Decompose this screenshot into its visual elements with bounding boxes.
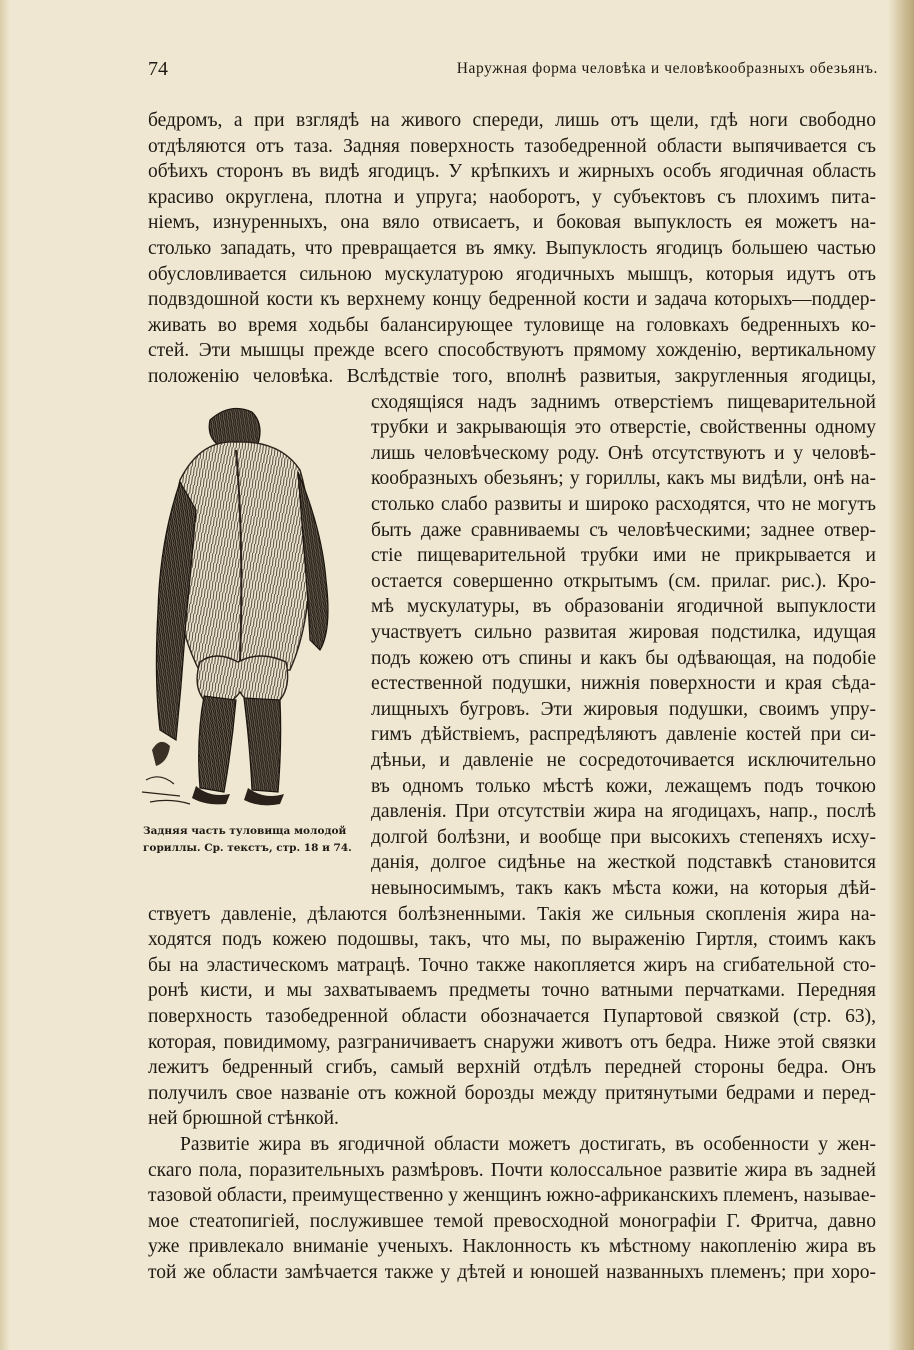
text-line: живать во время ходьбы балансирующее туловище на головкахъ бедренныхъ ко-	[148, 314, 876, 336]
text-line: поверхность тазобедренной области обозначается Пупартовой связкой (стр. 63),	[148, 1006, 876, 1027]
text-line: положенію человѣка. Вслѣдствіе того, вполнѣ развитыя, закругленныя ягодицы,	[148, 366, 876, 387]
running-title: Наружная форма человѣка и человѣкообразныхъ обезьянъ.	[456, 60, 878, 77]
text-line: ней брюшной стѣнкой.	[148, 1108, 339, 1130]
page-binding-shadow	[888, 0, 914, 1350]
text-line: въ одномъ только мѣстѣ кожи, лежащемъ подъ точкою	[371, 775, 876, 797]
text-line: данія, долгое сидѣнье на жесткой подставкѣ становится	[371, 852, 876, 874]
text-line: кообразныхъ обезьянъ; у гориллы, какъ мы видѣли, онѣ на-	[371, 468, 876, 490]
page-number: 74	[148, 58, 168, 80]
text-line: сходящіяся надъ заднимъ отверстіемъ пищеварительной	[371, 391, 876, 413]
text-line: естественной подушки, нижнія поверхности и края сѣда-	[371, 673, 876, 695]
text-line: ходятся подъ кожею подошвы, такъ, что мы, по выраженію Гиртля, стоимъ какъ	[148, 929, 876, 951]
text-line: невыносимымъ, такъ какъ мѣста кожи, на которыя дѣй-	[371, 878, 876, 899]
text-line: ронѣ кисти, и мы захватываемъ предметы точно ватными перчатками. Передняя	[148, 980, 876, 1002]
text-line: давленія. При отсутствіи жира на ягодицахъ, напр., послѣ	[371, 801, 876, 823]
text-line: скаго пола, поразительныхъ размѣровъ. Почти колоссальное развитіе жира въ задней	[148, 1159, 876, 1181]
figure-caption	[143, 823, 358, 857]
text-line: ствуетъ давленіе, дѣлаются болѣзненными. Такія же сильныя скопленія жира на-	[148, 903, 876, 925]
text-line: подъ кожею отъ спины и какъ бы одѣвающая, на подобіе	[371, 647, 876, 669]
text-line: той же области замѣчается также у дѣтей и юношей названныхъ племенъ; при хоро-	[148, 1262, 876, 1283]
text-line: обусловливается сильною мускулатурою ягодичныхъ мышцъ, которыя идутъ отъ	[148, 263, 876, 285]
text-line: уже привлекало вниманіе ученыхъ. Наклонность къ мѣстному накопленію жира въ	[148, 1236, 876, 1258]
text-line: лищныхъ бугровъ. Эти жировыя подушки, своимъ упру-	[371, 698, 876, 720]
text-line: столько слабо развиты и широко расходятся, что не могутъ	[371, 494, 876, 515]
text-line: стіе пищеварительной трубки ими не прикрывается и	[371, 545, 876, 567]
figure-caption-line: гориллы. Ср. текстъ, стр. 18 и 74.	[143, 842, 352, 854]
page-left-edge	[0, 0, 10, 1350]
text-line: ніемъ, изнуренныхъ, она вяло отвисаетъ, и боковая выпуклость ея можетъ на-	[148, 212, 876, 234]
text-line: обѣихъ сторонъ въ видѣ ягодицъ. У крѣпкихъ и жирныхъ особъ ягодичная область	[148, 161, 876, 183]
text-line: Развитіе жира въ ягодичной области можетъ достигать, въ особенности у жен-	[180, 1134, 876, 1155]
gorilla-illustration	[140, 400, 345, 820]
figure-caption-line: Задняя часть туловища молодой	[143, 825, 347, 837]
text-line: долгой болѣзни, и вообще при высокихъ степеняхъ исху-	[371, 826, 876, 848]
text-line: трубки и закрывающія это отверстіе, свойственны одному	[371, 417, 876, 439]
text-line: мое стеатопигіей, послужившее темой превосходной монографіи Г. Фритча, давно	[148, 1210, 876, 1232]
text-line: которая, повидимому, разграничиваетъ снаружи животъ отъ бедра. Ниже этой связки	[148, 1031, 876, 1053]
text-line: столько западать, что превращается въ ямку. Выпуклость ягодицъ большею частью	[148, 238, 876, 259]
text-line: дѣньи, и давленіе не сосредоточивается исключительно	[371, 750, 876, 771]
text-line: получилъ свое названіе отъ кожной борозды между притянутыми бедрами и перед-	[148, 1082, 876, 1104]
text-line: мѣ мускулатуры, въ образованіи ягодичной выпуклости	[371, 596, 876, 618]
text-line: красиво округлена, плотна и упруга; наоборотъ, у субъектовъ съ плохимъ пита-	[148, 186, 876, 208]
gorilla-figure	[140, 400, 345, 820]
text-line: лишь человѣческому роду. Онѣ отсутствуютъ и у человѣ-	[371, 442, 876, 464]
text-line: гимъ дѣйствіемъ, распредѣляютъ давленіе костей при си-	[371, 724, 876, 746]
text-line: быть даже сравниваемы съ человѣческими; заднее отвер-	[371, 519, 876, 541]
text-line: лежитъ бедренный сгибъ, самый верхній отдѣлъ передней стороны бедра. Онъ	[148, 1057, 876, 1079]
page-header	[148, 58, 878, 84]
text-line: тазовой области, преимущественно у женщинъ южно-африканскихъ племенъ, называе-	[148, 1185, 876, 1207]
text-line: отдѣляются отъ таза. Задняя поверхность тазобедренной области выпячивается съ	[148, 135, 876, 157]
text-line: подвздошной кости къ верхнему концу бедренной кости и задача которыхъ—поддер-	[148, 289, 876, 311]
text-line: стей. Эти мышцы прежде всего способствуютъ прямому хожденію, вертикальному	[148, 340, 876, 362]
text-line: бы на эластическомъ матрацѣ. Точно также накопляется жиръ на сгибательной сто-	[148, 954, 876, 976]
text-line: остается совершенно открытымъ (см. прилаг. рис.). Кро-	[371, 570, 876, 592]
text-line: участвуетъ сильно развитая жировая подстилка, идущая	[371, 622, 876, 643]
text-line: бедромъ, а при взглядѣ на живого спереди, лишь отъ щели, гдѣ ноги свободно	[148, 110, 876, 131]
